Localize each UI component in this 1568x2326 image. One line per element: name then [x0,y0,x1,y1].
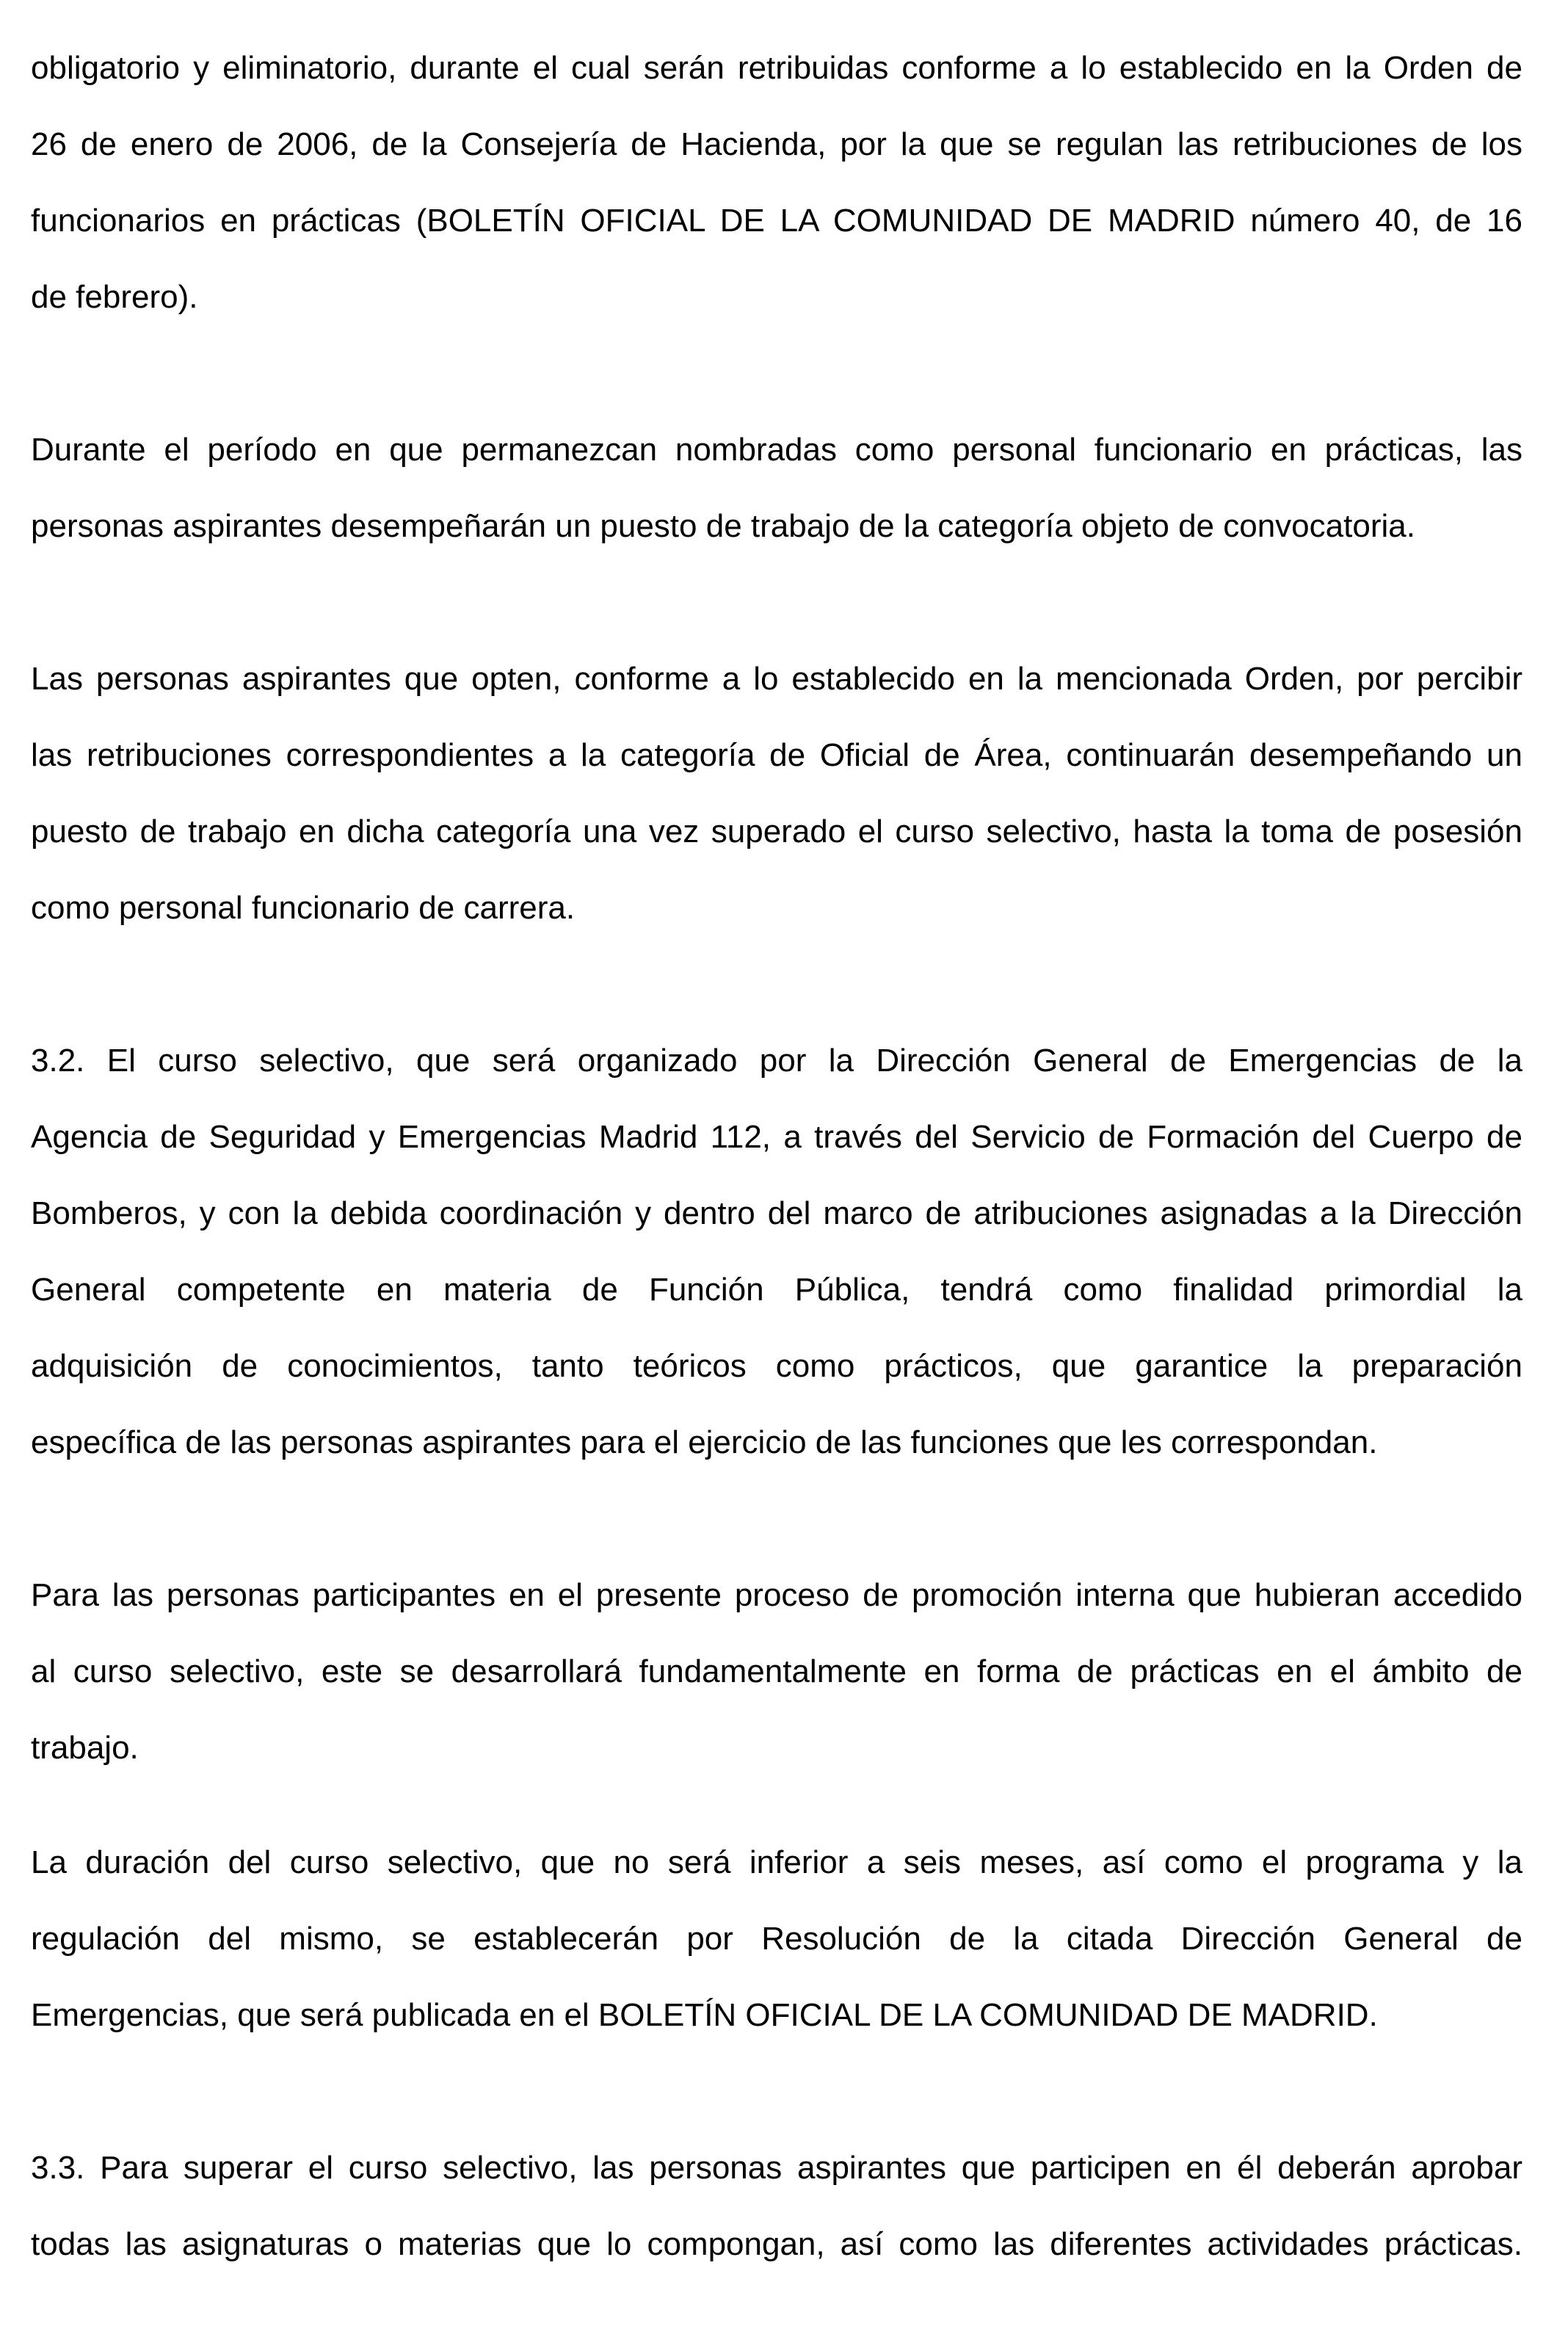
paragraph-4-line-2: Agencia de Seguridad y Emergencias Madrid 112, a través del Servicio de Formación del Cuerpo de [31,1119,1522,1155]
paragraph-4-line-5: adquisición de conocimientos, tanto teóricos como prácticos, que garantice la preparación [31,1348,1522,1384]
paragraph-4-line-6: específica de las personas aspirantes para el ejercicio de las funciones que les correspondan. [31,1424,1378,1460]
paragraph-7-line-2: todas las asignaturas o materias que lo compongan, así como las diferentes actividades prácticas. [31,2226,1522,2262]
paragraph-6-line-2: regulación del mismo, se establecerán por Resolución de la citada Dirección General de [31,1921,1522,1957]
paragraph-1-line-3: funcionarios en prácticas (BOLETÍN OFICIAL DE LA COMUNIDAD DE MADRID número 40, de 16 [31,203,1522,239]
paragraph-2-line-1: Durante el período en que permanezcan nombradas como personal funcionario en prácticas, las [31,432,1522,468]
paragraph-3-line-1: Las personas aspirantes que opten, conforme a lo establecido en la mencionada Orden, por percibir [31,661,1522,697]
paragraph-4-line-3: Bomberos, y con la debida coordinación y dentro del marco de atribuciones asignadas a la Dirección [31,1195,1522,1231]
paragraph-4-line-4: General competente en materia de Función Pública, tendrá como finalidad primordial la [31,1272,1522,1308]
paragraph-1-line-2: 26 de enero de 2006, de la Consejería de Hacienda, por la que se regulan las retribuciones de los [31,126,1522,162]
paragraph-3-line-4: como personal funcionario de carrera. [31,890,576,926]
paragraph-3-line-3: puesto de trabajo en dicha categoría una vez superado el curso selectivo, hasta la toma de posesión [31,814,1522,849]
paragraph-2-line-2: personas aspirantes desempeñarán un puesto de trabajo de la categoría objeto de convocatoria. [31,508,1415,544]
paragraph-6-line-1: La duración del curso selectivo, que no será inferior a seis meses, así como el programa y la [31,1844,1522,1880]
paragraph-1-line-1: obligatorio y eliminatorio, durante el cual serán retribuidas conforme a lo establecido en la Orden de [31,50,1522,86]
document-page [31,0,1522,2326]
paragraph-5-line-1: Para las personas participantes en el presente proceso de promoción interna que hubieran accedido [31,1577,1522,1613]
paragraph-5-line-3: trabajo. [31,1730,139,1766]
paragraph-6-line-3: Emergencias, que será publicada en el BOLETÍN OFICIAL DE LA COMUNIDAD DE MADRID. [31,1997,1378,2033]
paragraph-3-line-2: las retribuciones correspondientes a la categoría de Oficial de Área, continuarán desempeñando un [31,737,1522,773]
paragraph-4-line-1: 3.2. El curso selectivo, que será organizado por la Dirección General de Emergencias de la [31,1043,1522,1079]
paragraph-7-line-1: 3.3. Para superar el curso selectivo, las personas aspirantes que participen en él deberán aprobar [31,2150,1522,2186]
paragraph-5-line-2: al curso selectivo, este se desarrollará fundamentalmente en forma de prácticas en el ámbito de [31,1653,1522,1689]
paragraph-1-line-4: de febrero). [31,279,198,315]
